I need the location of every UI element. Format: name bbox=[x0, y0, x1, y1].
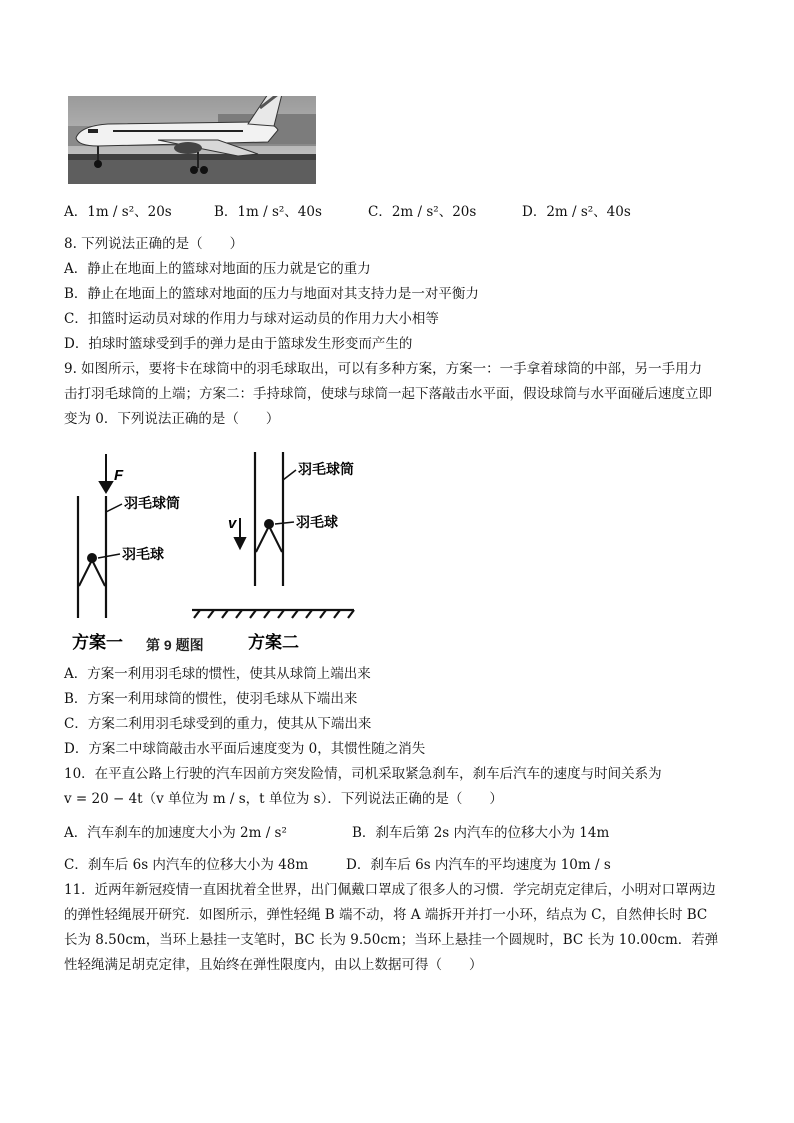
q8-stem: 8. 下列说法正确的是（ ） bbox=[64, 236, 244, 252]
ground bbox=[192, 610, 354, 618]
tube-label-1: 羽毛球筒 bbox=[124, 495, 180, 511]
q9-option-d: D．方案二中球筒敲击水平面后速度变为 0，其惯性随之消失 bbox=[64, 741, 426, 757]
q10-stem-line-2: v = 20 − 4t（v 单位为 m / s，t 单位为 s）．下列说法正确的是（ ） bbox=[64, 791, 503, 807]
ball-label-1: 羽毛球 bbox=[122, 546, 164, 562]
caption-figure: 第 9 题图 bbox=[146, 637, 204, 652]
velocity-label: v bbox=[228, 515, 237, 532]
q9-stem-line-3: 变为 0．下列说法正确的是（ ） bbox=[64, 411, 280, 427]
q10-option-d: D．刹车后 6s 内汽车的平均速度为 10m / s bbox=[346, 857, 611, 873]
q11-stem-line-3: 长为 8.50cm，当环上悬挂一支笔时，BC 长为 9.50cm；当环上悬挂一个圆规时，BC 长为 10.00cm．若弹 bbox=[64, 932, 719, 948]
q11-stem-line-4: 性轻绳满足胡克定律，且始终在弹性限度内，由以上数据可得（ ） bbox=[64, 957, 483, 973]
force-label: F bbox=[114, 467, 124, 484]
caption-scheme-2: 方案二 bbox=[248, 633, 299, 652]
ball-2 bbox=[264, 519, 274, 529]
q9-option-b: B．方案一利用球筒的惯性，使羽毛球从下端出来 bbox=[64, 691, 358, 707]
airplane-photo bbox=[68, 96, 316, 184]
q9-option-a: A．方案一利用羽毛球的惯性，使其从球筒上端出来 bbox=[64, 666, 371, 682]
q7-options bbox=[64, 202, 631, 222]
q7-option-a: A．1m / s²、20s bbox=[64, 204, 172, 220]
ball-label-2: 羽毛球 bbox=[296, 514, 338, 530]
q10-option-b: B．刹车后第 2s 内汽车的位移大小为 14m bbox=[352, 825, 610, 841]
q10-stem-line-1: 10．在平直公路上行驶的汽车因前方突发险情，司机采取紧急刹车，刹车后汽车的速度与时间关系为 bbox=[64, 766, 662, 782]
q8-option-a: A．静止在地面上的篮球对地面的压力就是它的重力 bbox=[64, 261, 371, 277]
q10-option-a: A．汽车刹车的加速度大小为 2m / s² bbox=[64, 825, 287, 841]
q9-stem-line-2: 击打羽毛球筒的上端；方案二：手持球筒，使球与球筒一起下落敲击水平面，假设球筒与水平面碰后速度立即 bbox=[64, 386, 712, 402]
q8-option-b: B．静止在地面上的篮球对地面的压力与地面对其支持力是一对平衡力 bbox=[64, 286, 479, 302]
caption-scheme-1: 方案一 bbox=[72, 633, 123, 652]
force-arrow bbox=[100, 454, 112, 492]
airplane-image bbox=[68, 96, 316, 184]
q11-stem-line-1: 11．近两年新冠疫情一直困扰着全世界，出门佩戴口罩成了很多人的习惯．学完胡克定律后，小明对口罩两边 bbox=[64, 882, 716, 898]
q10-option-c: C．刹车后 6s 内汽车的位移大小为 48m bbox=[64, 857, 309, 873]
q7-option-b: B．1m / s²、40s bbox=[214, 204, 322, 220]
q10-options-row-2 bbox=[64, 855, 611, 875]
q8-option-d: D．拍球时篮球受到手的弹力是由于篮球发生形变而产生的 bbox=[64, 336, 413, 352]
q9-option-c: C．方案二利用羽毛球受到的重力，使其从下端出来 bbox=[64, 716, 372, 732]
q8-option-c: C．扣篮时运动员对球的作用力与球对运动员的作用力大小相等 bbox=[64, 311, 439, 327]
q9-figure bbox=[62, 446, 362, 652]
q7-option-d: D．2m / s²、40s bbox=[522, 204, 631, 220]
shuttlecock-2 bbox=[256, 526, 282, 552]
q7-option-c: C．2m / s²、20s bbox=[368, 204, 477, 220]
ball-1 bbox=[87, 553, 97, 563]
q11-stem-line-2: 的弹性轻绳展开研究．如图所示，弹性轻绳 B 端不动，将 A 端拆开并打一小环，结点为 C，自然伸长时 BC bbox=[64, 907, 708, 923]
shuttlecock-1 bbox=[79, 560, 105, 586]
q9-stem-line-1: 9. 如图所示，要将卡在球筒中的羽毛球取出，可以有多种方案，方案一：一手拿着球筒的中部，另一手用力 bbox=[64, 361, 703, 377]
velocity-arrow bbox=[235, 518, 245, 548]
badminton-tube-diagram bbox=[62, 446, 362, 652]
tube-label-2: 羽毛球筒 bbox=[298, 461, 354, 477]
q10-options-row-1 bbox=[64, 823, 609, 843]
